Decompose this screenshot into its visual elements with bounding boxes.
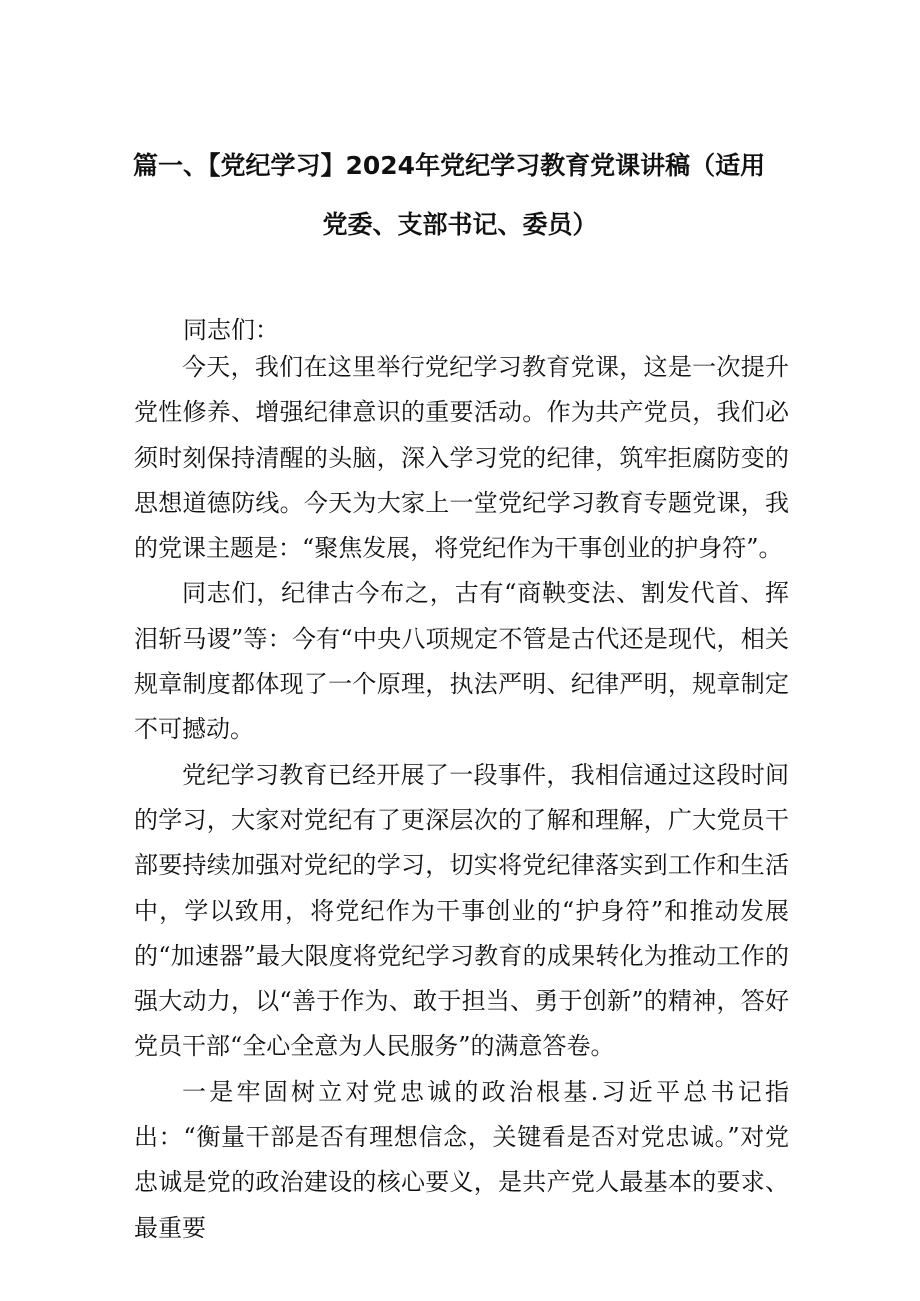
- document-body: [134, 345, 789, 1251]
- salutation: 同志们：: [183, 316, 279, 344]
- document-title-line-2: 党委、支部书记、委员）: [322, 210, 598, 239]
- document-title-line-1: 篇一、【党纪学习】2024年党纪学习教育党课讲稿（适用: [133, 151, 766, 180]
- paragraph: 同志们，纪律古今布之，古有“商鞅变法、割发代首、挥泪斩马谡”等：今有“中央八项规定不管是古代还是现代，相关规章制度都体现了一个原理，执法严明、纪律严明，规章制定不可撼动。: [134, 579, 789, 744]
- paragraph: 今天，我们在这里举行党纪学习教育党课，这是一次提升党性修养、增强纪律意识的重要活动。作为共产党员，我们必须时刻保持清醒的头脑，深入学习党的纪律，筑牢拒腐防变的思想道德防线。今天为大家上一堂党纪学习教育专题党课，我的党课主题是：“聚焦发展，将党纪作为干事创业的护身符”。: [134, 353, 789, 563]
- paragraph: 一是牢固树立对党忠诚的政治根基.习近平总书记指出：“衡量干部是否有理想信念，关键看是否对党忠诚。”对党忠诚是党的政治建设的核心要义，是共产党人最基本的要求、最重要: [134, 1077, 789, 1242]
- paragraph: 党纪学习教育已经开展了一段事件，我相信通过这段时间的学习，大家对党纪有了更深层次的了解和理解，广大党员干部要持续加强对党纪的学习，切实将党纪律落实到工作和生活中，学以致用，将党纪作为干事创业的“护身符”和推动发展的“加速器”最大限度将党纪学习教育的成果转化为推动工作的强大动力，以“善于作为、敢于担当、勇于创新”的精神，答好党员干部“全心全意为人民服务”的满意答卷。: [134, 760, 789, 1061]
